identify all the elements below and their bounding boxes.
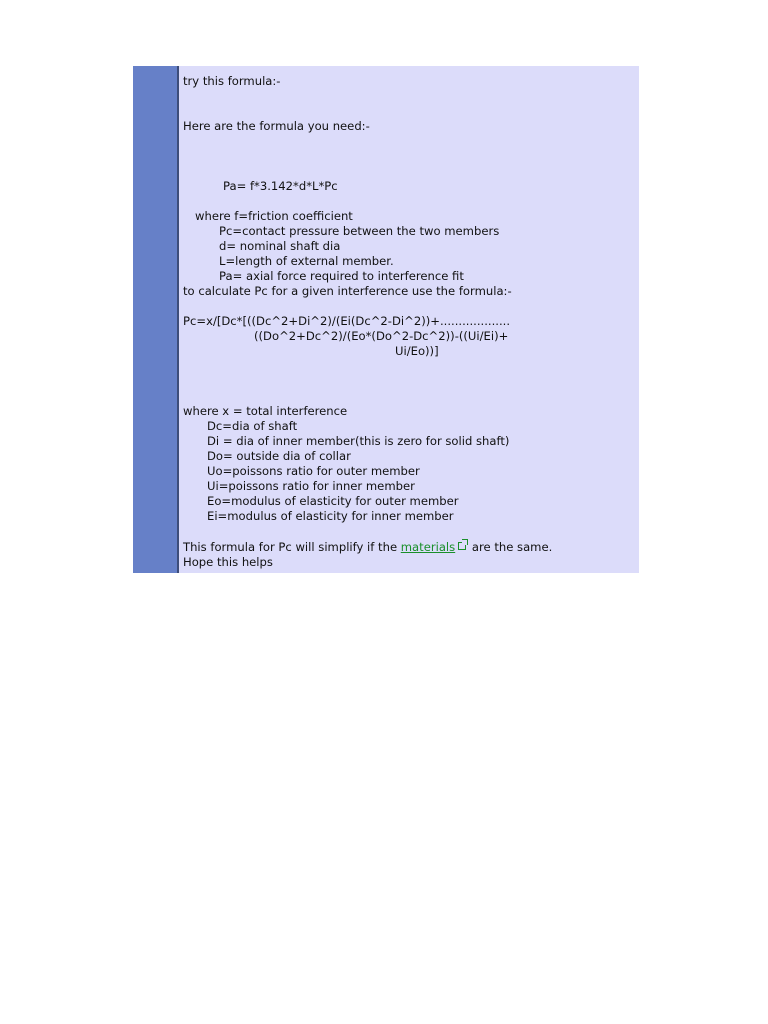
closing-line (183, 540, 552, 555)
where-line: d= nominal shaft dia (219, 239, 341, 253)
forum-post (133, 66, 639, 573)
signoff-text: Hope this helps (183, 555, 273, 569)
where-line: where f=friction coefficient (195, 209, 353, 223)
intro-text: try this formula:- (183, 74, 281, 88)
where-line: L=length of external member. (219, 254, 394, 268)
materials-link[interactable]: materials (400, 540, 456, 554)
pc-formula-line: Pc=x/[Dc*[((Dc^2+Di^2)/(Ei(Dc^2-Di^2))+................... (183, 314, 511, 328)
variable-line: Dc=dia of shaft (207, 419, 298, 433)
variable-line: where x = total interference (183, 404, 348, 418)
variable-line: Ei=modulus of elasticity for inner member (207, 509, 454, 523)
pc-intro: to calculate Pc for a given interference use the formula:- (183, 284, 512, 298)
external-link-icon[interactable] (458, 542, 466, 550)
variable-line: Eo=modulus of elasticity for outer member (207, 494, 459, 508)
pc-formula-line: Ui/Eo))] (395, 344, 439, 358)
where-line: Pc=contact pressure between the two members (219, 224, 500, 238)
variable-line: Di = dia of inner member(this is zero for solid shaft) (207, 434, 510, 448)
post-body (179, 66, 639, 573)
closing-text-before-link: This formula for Pc will simplify if the (183, 540, 401, 554)
main-formula: Pa= f*3.142*d*L*Pc (223, 179, 338, 193)
pc-formula-line: ((Do^2+Dc^2)/(Eo*(Do^2-Dc^2))-((Ui/Ei)+ (254, 329, 509, 343)
variable-line: Ui=poissons ratio for inner member (207, 479, 415, 493)
formula-heading: Here are the formula you need:- (183, 119, 370, 133)
where-line: Pa= axial force required to interference fit (219, 269, 464, 283)
post-side-bar (133, 66, 179, 573)
closing-text-after-link: are the same. (468, 540, 553, 554)
variable-line: Uo=poissons ratio for outer member (207, 464, 420, 478)
variable-line: Do= outside dia of collar (207, 449, 351, 463)
